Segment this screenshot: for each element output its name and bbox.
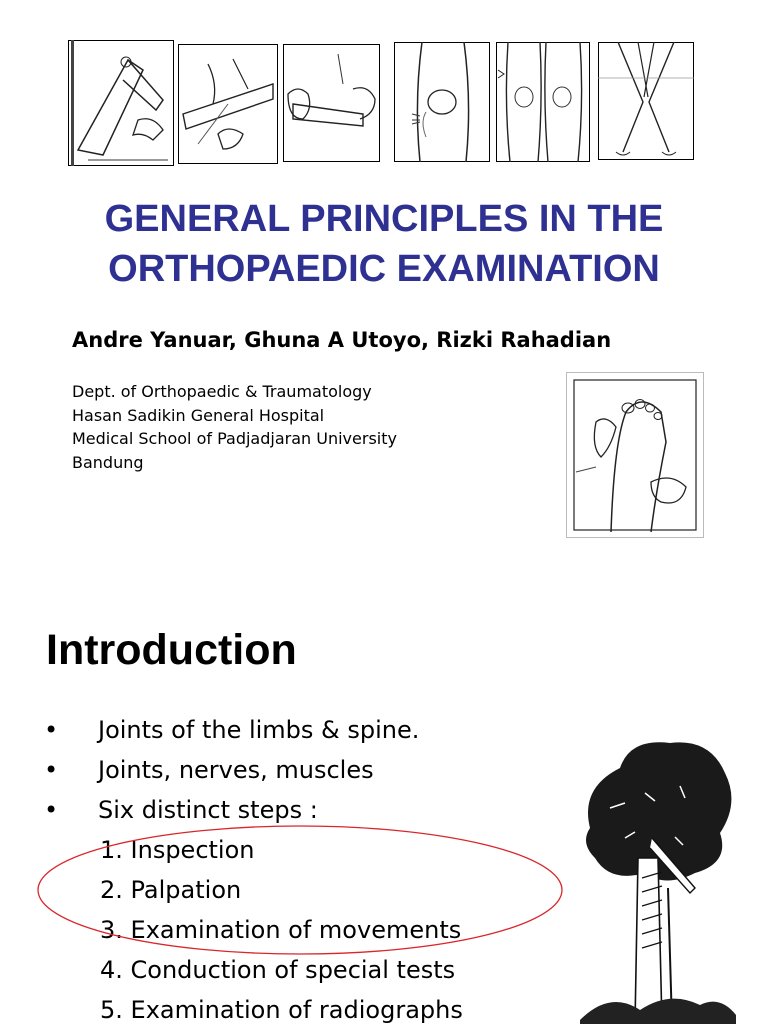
step-text: 4. Conduction of special tests <box>100 956 456 984</box>
section-heading: Introduction <box>46 626 297 674</box>
affiliation-block <box>72 380 397 474</box>
legs-standing-illustration-icon <box>598 42 694 160</box>
bullet-text: Six distinct steps : <box>98 796 318 824</box>
bullet-glyph: • <box>44 716 59 744</box>
bullet-glyph: • <box>44 796 59 824</box>
bullet-text: Joints, nerves, muscles <box>98 756 374 784</box>
forearm-exam-illustration-icon <box>178 44 278 164</box>
knees-front-illustration-icon <box>496 42 590 162</box>
knee-flexion-illustration-icon <box>68 40 174 166</box>
affiliation-line: Dept. of Orthopaedic & Traumatology <box>72 382 372 401</box>
slide-title-line-2: ORTHOPAEDIC EXAMINATION <box>108 248 660 290</box>
affiliation-line: Medical School of Padjadjaran University <box>72 429 397 448</box>
wrist-exam-illustration-icon <box>283 44 380 162</box>
bullet-glyph: • <box>44 756 59 784</box>
affiliation-line: Bandung <box>72 452 144 472</box>
bullet-text: Joints of the limbs & spine. <box>98 716 420 744</box>
author-list: Andre Yanuar, Ghuna A Utoyo, Rizki Rahadian <box>72 328 612 352</box>
highlight-ellipse <box>34 820 568 960</box>
knee-swelling-illustration-icon <box>394 42 490 162</box>
step-text: 1. Inspection <box>100 836 255 864</box>
foot-exam-illustration-icon <box>566 372 704 538</box>
slide-title-line-1: GENERAL PRINCIPLES IN THE <box>104 198 664 240</box>
step-text: 5. Examination of radiographs <box>100 996 463 1024</box>
step-text: 2. Palpation <box>100 876 242 904</box>
orthopaedic-tree-icon <box>580 738 736 1024</box>
slide-title <box>0 194 768 294</box>
step-text: 3. Examination of movements <box>100 916 462 944</box>
affiliation-line: Hasan Sadikin General Hospital <box>72 405 325 425</box>
